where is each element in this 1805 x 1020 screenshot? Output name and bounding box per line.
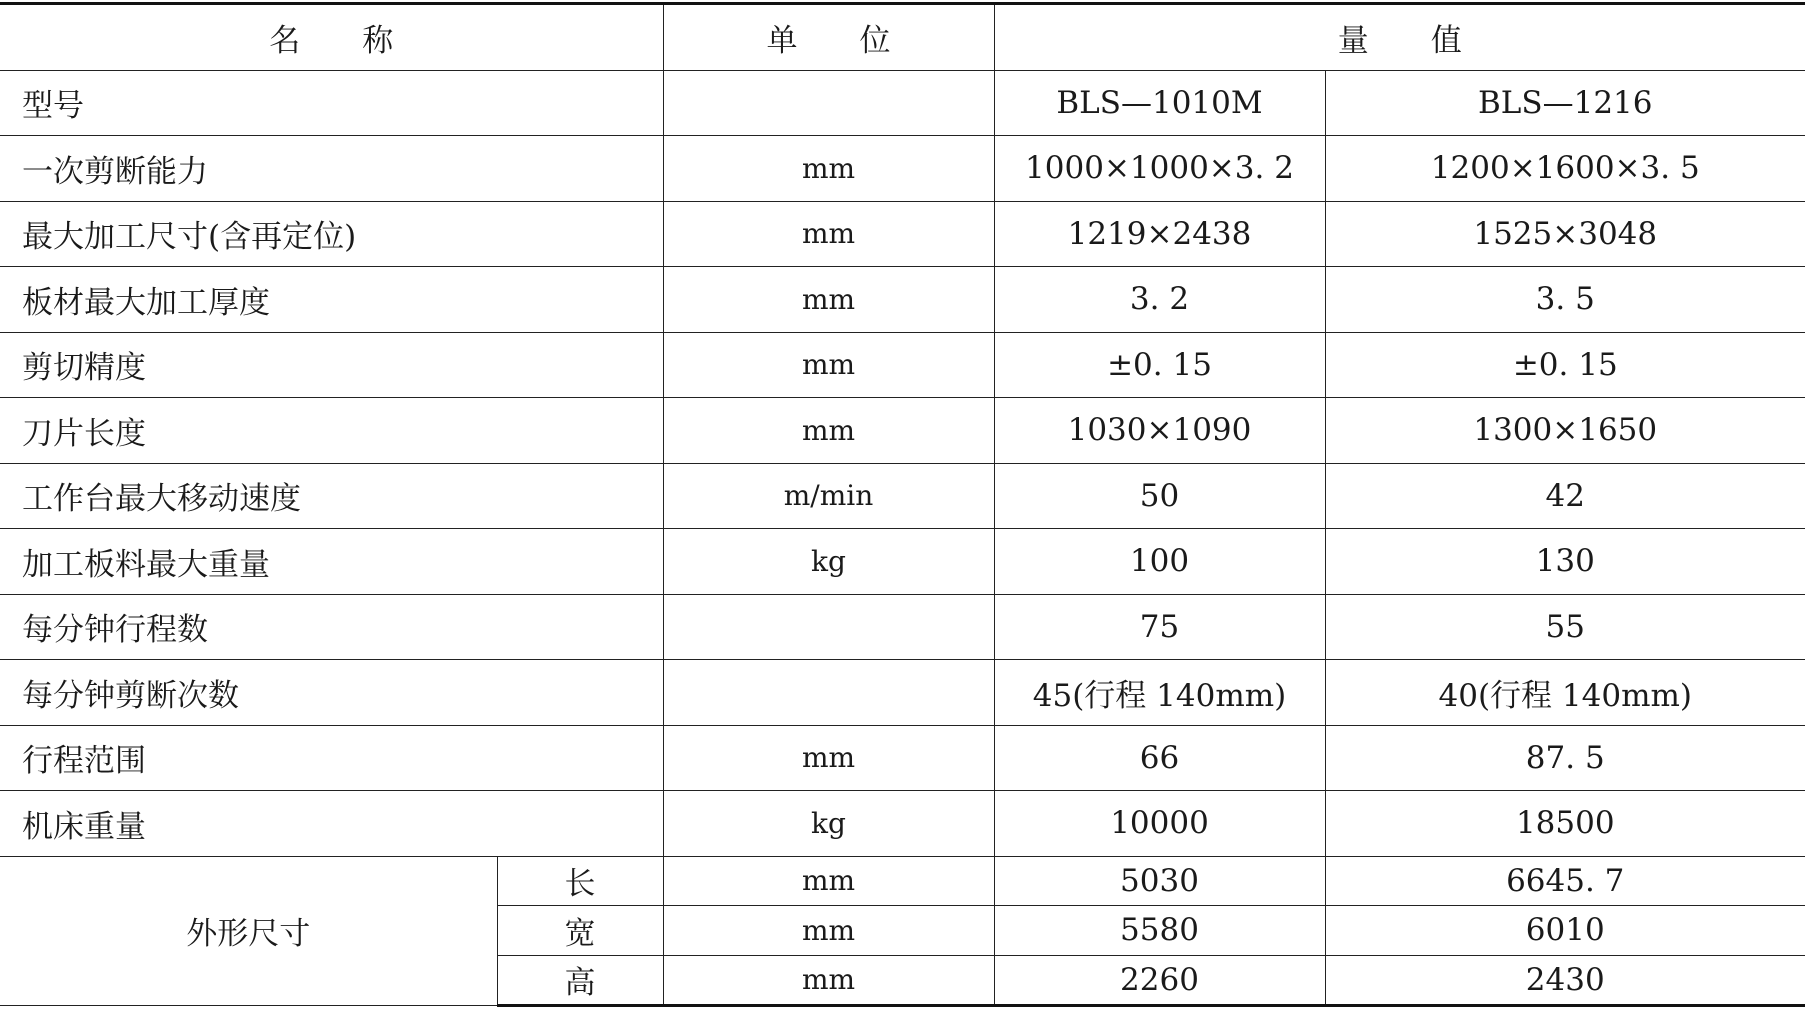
dimension-sub-label: 长	[497, 856, 663, 906]
row-value-model-2: ±0. 15	[1325, 332, 1805, 398]
row-value-model-1: BLS—1010M	[994, 70, 1325, 136]
row-unit: mm	[663, 398, 994, 464]
dimension-value-model-1: 2260	[994, 955, 1325, 1006]
row-value-model-1: ±0. 15	[994, 332, 1325, 398]
table-row	[0, 791, 1805, 857]
row-name: 刀片长度	[0, 398, 663, 464]
row-value-model-1: 50	[994, 463, 1325, 529]
row-value-model-2: 18500	[1325, 791, 1805, 857]
row-unit	[663, 70, 994, 136]
table-row	[0, 463, 1805, 529]
row-value-model-1: 100	[994, 529, 1325, 595]
row-unit: mm	[663, 136, 994, 202]
row-name: 加工板料最大重量	[0, 529, 663, 595]
row-value-model-2: BLS—1216	[1325, 70, 1805, 136]
table-row	[0, 529, 1805, 595]
dimension-row	[0, 856, 1805, 906]
header-unit: 单 位	[663, 4, 994, 71]
row-unit: mm	[663, 332, 994, 398]
table-row	[0, 725, 1805, 791]
row-value-model-1: 75	[994, 594, 1325, 660]
row-name: 最大加工尺寸(含再定位)	[0, 201, 663, 267]
dimension-sub-label: 高	[497, 955, 663, 1006]
row-name: 每分钟剪断次数	[0, 660, 663, 726]
header-row	[0, 4, 1805, 71]
row-value-model-2: 40(行程 140mm)	[1325, 660, 1805, 726]
row-value-model-2: 1200×1600×3. 5	[1325, 136, 1805, 202]
dimension-value-model-1: 5030	[994, 856, 1325, 906]
row-name: 每分钟行程数	[0, 594, 663, 660]
table-row	[0, 332, 1805, 398]
row-unit	[663, 660, 994, 726]
row-value-model-2: 42	[1325, 463, 1805, 529]
spec-table-container	[0, 2, 1805, 1007]
dimension-unit: mm	[663, 906, 994, 956]
row-unit: kg	[663, 791, 994, 857]
row-value-model-1: 1030×1090	[994, 398, 1325, 464]
dimension-sub-label: 宽	[497, 906, 663, 956]
row-name: 型号	[0, 70, 663, 136]
table-row	[0, 660, 1805, 726]
row-value-model-1: 10000	[994, 791, 1325, 857]
row-value-model-1: 3. 2	[994, 267, 1325, 333]
dimension-value-model-2: 6645. 7	[1325, 856, 1805, 906]
dimension-value-model-1: 5580	[994, 906, 1325, 956]
row-unit	[663, 594, 994, 660]
row-name: 行程范围	[0, 725, 663, 791]
row-name: 一次剪断能力	[0, 136, 663, 202]
dimension-value-model-2: 6010	[1325, 906, 1805, 956]
row-unit: mm	[663, 725, 994, 791]
row-unit: mm	[663, 267, 994, 333]
row-name: 工作台最大移动速度	[0, 463, 663, 529]
row-value-model-2: 55	[1325, 594, 1805, 660]
row-unit: kg	[663, 529, 994, 595]
dimensions-label: 外形尺寸	[0, 856, 497, 1006]
row-value-model-1: 1000×1000×3. 2	[994, 136, 1325, 202]
table-row	[0, 70, 1805, 136]
table-row	[0, 136, 1805, 202]
row-value-model-2: 3. 5	[1325, 267, 1805, 333]
table-row	[0, 267, 1805, 333]
row-value-model-2: 130	[1325, 529, 1805, 595]
table-row	[0, 594, 1805, 660]
row-name: 剪切精度	[0, 332, 663, 398]
row-name: 板材最大加工厚度	[0, 267, 663, 333]
dimension-unit: mm	[663, 856, 994, 906]
dimension-unit: mm	[663, 955, 994, 1006]
row-name: 机床重量	[0, 791, 663, 857]
row-unit: m/min	[663, 463, 994, 529]
dimension-value-model-2: 2430	[1325, 955, 1805, 1006]
row-value-model-2: 1525×3048	[1325, 201, 1805, 267]
row-value-model-1: 66	[994, 725, 1325, 791]
table-row	[0, 398, 1805, 464]
row-value-model-2: 1300×1650	[1325, 398, 1805, 464]
row-unit: mm	[663, 201, 994, 267]
spec-table	[0, 2, 1805, 1007]
header-value: 量 值	[994, 4, 1805, 71]
table-row	[0, 201, 1805, 267]
header-name: 名 称	[0, 4, 663, 71]
row-value-model-1: 1219×2438	[994, 201, 1325, 267]
row-value-model-2: 87. 5	[1325, 725, 1805, 791]
row-value-model-1: 45(行程 140mm)	[994, 660, 1325, 726]
